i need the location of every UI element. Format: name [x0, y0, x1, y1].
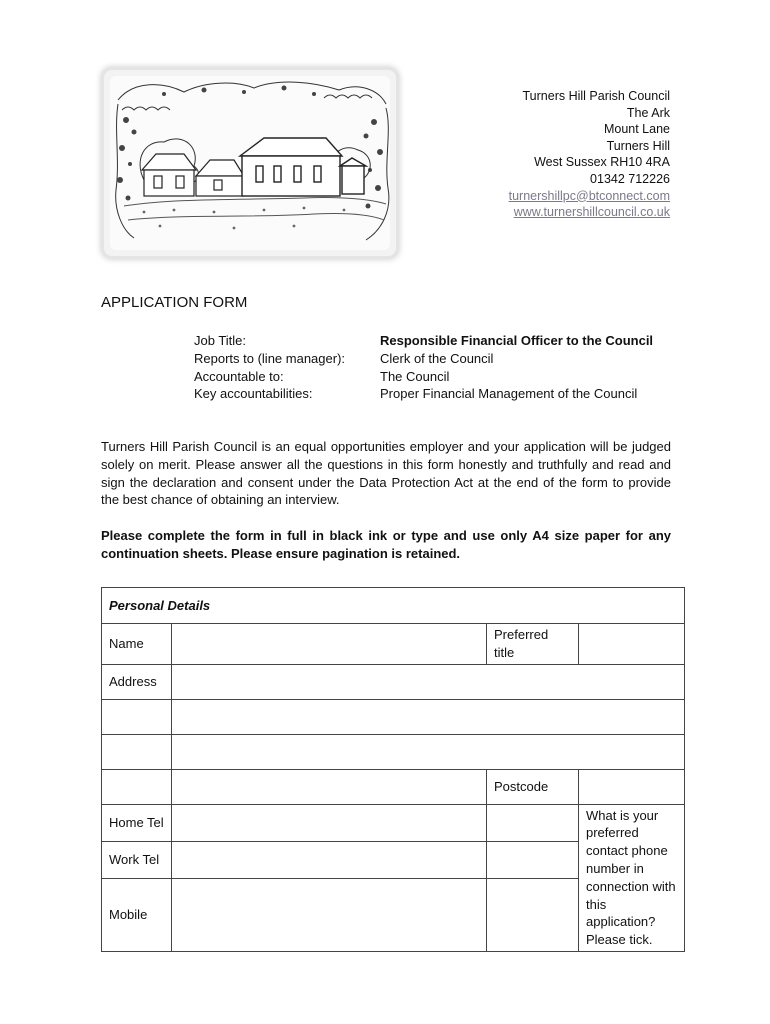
address-input-line-4[interactable] — [172, 769, 487, 804]
work-tel-label: Work Tel — [102, 841, 172, 878]
home-tel-label: Home Tel — [102, 804, 172, 841]
contact-preference-question: What is your preferred contact phone number in connection with this application? Please tick. — [579, 804, 685, 951]
address-line: The Ark — [626, 105, 670, 120]
job-title-label: Job Title: — [194, 333, 247, 348]
preferred-title-label: Preferred title — [487, 624, 579, 665]
reports-to-value: Clerk of the Council — [380, 350, 494, 366]
personal-details-heading: Personal Details — [102, 588, 685, 624]
address-input-line-2[interactable] — [172, 699, 685, 734]
address-line: West Sussex RH10 4RA — [534, 155, 670, 170]
name-row — [102, 624, 685, 665]
council-email-link[interactable]: turnershillpc@btconnect.com — [508, 188, 670, 203]
home-tel-input[interactable] — [172, 804, 487, 841]
address-label-spacer — [102, 734, 172, 769]
council-name: Turners Hill Parish Council — [522, 89, 670, 103]
reports-to-label: Reports to (line manager): — [194, 350, 346, 366]
accountable-to-value: The Council — [380, 368, 450, 384]
address-row-3 — [102, 734, 685, 769]
work-tel-tick-box[interactable] — [487, 841, 579, 878]
mobile-label: Mobile — [102, 879, 172, 952]
work-tel-input[interactable] — [172, 841, 487, 878]
name-input[interactable] — [172, 624, 487, 665]
job-title-row — [194, 332, 653, 350]
council-address-block — [509, 88, 670, 221]
village-hall-sketch — [104, 70, 396, 256]
accountable-to-label: Accountable to: — [194, 368, 284, 384]
council-logo-illustration — [104, 70, 396, 256]
intro-paragraph: Turners Hill Parish Council is an equal opportunities employer and your application will be judged solely on merit. Please answer all the questions in this form honestly and truthfully and read and sign the declaration and consent under the Data Protection Act at the end of the form to provide the best chance of obtaining an interview. — [101, 439, 671, 508]
address-row — [102, 664, 685, 699]
job-title-value: Responsible Financial Officer to the Council — [380, 333, 654, 348]
home-tel-row — [102, 804, 685, 841]
address-input-line-3[interactable] — [172, 734, 685, 769]
mobile-input[interactable] — [172, 879, 487, 952]
address-input-line-1[interactable] — [172, 664, 685, 699]
personal-details-table — [101, 587, 685, 952]
postcode-row — [102, 769, 685, 804]
address-label: Address — [102, 664, 172, 699]
address-label-spacer — [102, 769, 172, 804]
address-line: Turners Hill — [606, 138, 670, 153]
address-line: Mount Lane — [603, 122, 670, 137]
reports-to-row — [194, 350, 653, 368]
section-header-row — [102, 588, 685, 624]
job-summary — [194, 332, 653, 403]
name-label: Name — [102, 624, 172, 665]
council-website-link[interactable]: www.turnershillcouncil.co.uk — [513, 205, 670, 220]
postcode-input[interactable] — [579, 769, 685, 804]
council-phone: 01342 712226 — [590, 171, 670, 186]
accountable-to-row — [194, 368, 653, 386]
key-accountabilities-row — [194, 385, 653, 403]
key-accountabilities-label: Key accountabilities: — [194, 386, 313, 402]
postcode-label: Postcode — [487, 769, 579, 804]
address-row-2 — [102, 699, 685, 734]
mobile-tick-box[interactable] — [487, 879, 579, 952]
completion-instructions: Please complete the form in full in black ink or type and use only A4 size paper for any continuation sheets. Please ensure pagination is retained. — [101, 528, 671, 561]
key-accountabilities-value: Proper Financial Management of the Council — [380, 386, 638, 402]
home-tel-tick-box[interactable] — [487, 804, 579, 841]
form-title: APPLICATION FORM — [101, 294, 248, 311]
address-label-spacer — [102, 699, 172, 734]
preferred-title-input[interactable] — [579, 624, 685, 665]
